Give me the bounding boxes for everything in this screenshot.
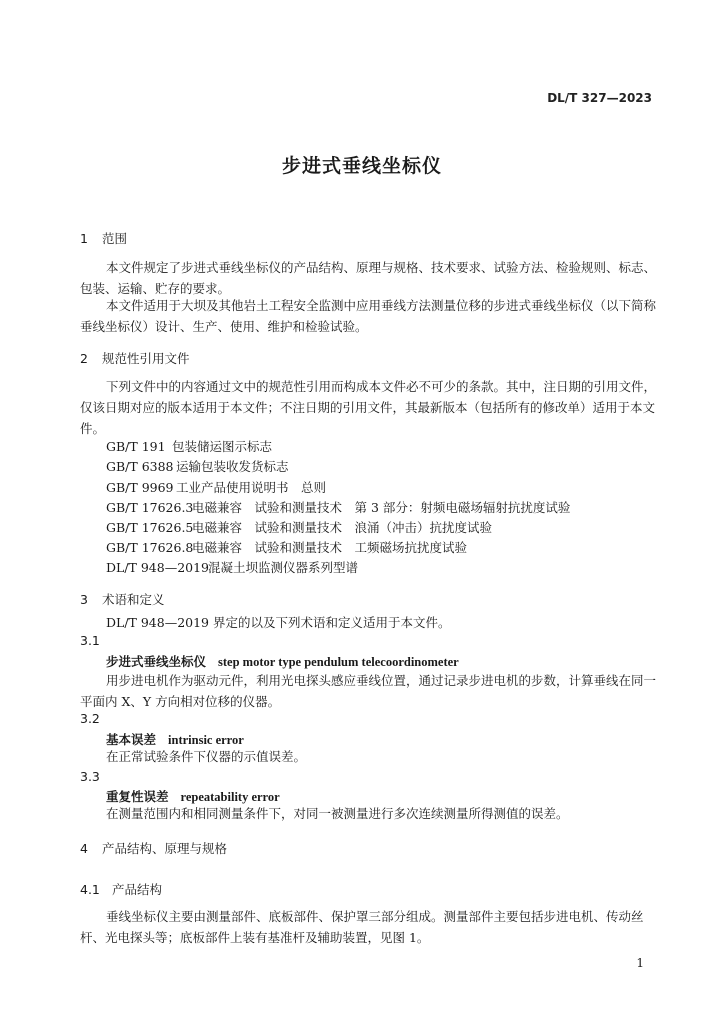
reference-name: 工业产品使用说明书 总则 xyxy=(176,480,327,495)
term-chinese: 重复性误差 xyxy=(106,789,169,804)
reference-name: 电磁兼容 试验和测量技术 工频磁场抗扰度试验 xyxy=(192,540,468,555)
document-title: 步进式垂线坐标仪 xyxy=(281,155,442,177)
reference-code: GB/T 17626.5 xyxy=(106,520,194,535)
paragraph: 本文件规定了步进式垂线坐标仪的产品结构、原理与规格、技术要求、试验方法、检验规则、标志、包装、运输、贮存的要求。 xyxy=(80,260,657,296)
term-definition: 在正常试验条件下仪器的示值误差。 xyxy=(106,749,307,764)
section-title: 产品结构、原理与规格 xyxy=(102,841,228,856)
term-english: intrinsic error xyxy=(168,733,244,747)
section-number: 1 xyxy=(80,231,88,246)
reference-code: GB/T 17626.8 xyxy=(106,540,194,555)
paragraph: 垂线坐标仪主要由测量部件、底板部件、保护罩三部分组成。测量部件主要包括步进电机、传动丝杆、光电探头等；底板部件上装有基准杆及辅助装置，见图 1。 xyxy=(80,909,644,945)
subsection-4-1-heading xyxy=(80,880,162,898)
reference-code: GB/T 191 xyxy=(106,439,166,454)
reference-code: DL/T 948—2019 xyxy=(106,560,210,575)
reference-item xyxy=(106,478,326,496)
reference-code: GB/T 9969 xyxy=(106,480,174,495)
section-title: 术语和定义 xyxy=(102,592,165,607)
section-title: 规范性引用文件 xyxy=(102,351,190,366)
reference-item xyxy=(106,498,570,516)
term-definition: 在测量范围内和相同测量条件下，对同一被测量进行多次连续测量所得测值的误差。 xyxy=(106,806,569,821)
section-number: 3 xyxy=(80,592,88,607)
reference-item xyxy=(106,457,289,475)
reference-item xyxy=(106,437,272,455)
section-3-heading xyxy=(80,590,165,608)
reference-name: 电磁兼容 试验和测量技术 第 3 部分：射频电磁场辐射抗扰度试验 xyxy=(192,500,571,515)
reference-name: 混凝土坝监测仪器系列型谱 xyxy=(208,560,359,575)
term-number: 3.3 xyxy=(80,769,100,784)
page-number: 1 xyxy=(636,956,644,970)
term-number: 3.1 xyxy=(80,633,100,648)
paragraph: 下列文件中的内容通过文中的规范性引用而构成本文件必不可少的条款。其中，注日期的引用文件，仅该日期对应的版本适用于本文件；不注日期的引用文件，其最新版本（包括所有的修改单）适用于本文件。 xyxy=(80,379,657,436)
term-number: 3.2 xyxy=(80,711,100,726)
paragraph: 本文件适用于大坝及其他岩土工程安全监测中应用垂线方法测量位移的步进式垂线坐标仪（以下简称垂线坐标仪）设计、生产、使用、维护和检验试验。 xyxy=(80,298,657,334)
reference-name: 电磁兼容 试验和测量技术 浪涌（冲击）抗扰度试验 xyxy=(192,520,493,535)
section-2-heading xyxy=(80,349,190,367)
term-heading xyxy=(106,652,459,670)
term-chinese: 步进式垂线坐标仪 xyxy=(106,654,207,669)
section-number: 2 xyxy=(80,351,88,366)
section-title: 范围 xyxy=(102,231,128,246)
reference-code: GB/T 6388 xyxy=(106,459,174,474)
reference-item xyxy=(106,538,467,556)
term-english: repeatability error xyxy=(180,790,280,804)
reference-code: GB/T 17626.3 xyxy=(106,500,194,515)
reference-name: 包装储运图示标志 xyxy=(172,439,273,454)
term-definition: 用步进电机作为驱动元件，利用光电探头感应垂线位置，通过记录步进电机的步数，计算垂线在同一平面内 X、Y 方向相对位移的仪器。 xyxy=(80,673,657,709)
section-4-heading xyxy=(80,839,227,857)
section-1-heading xyxy=(80,229,127,247)
term-chinese: 基本误差 xyxy=(106,732,157,747)
subsection-number: 4.1 xyxy=(80,882,100,897)
reference-item xyxy=(106,518,492,536)
paragraph: DL/T 948—2019 界定的以及下列术语和定义适用于本文件。 xyxy=(106,615,451,630)
section-number: 4 xyxy=(80,841,88,856)
subsection-title: 产品结构 xyxy=(112,882,163,897)
reference-name: 运输包装收发货标志 xyxy=(176,459,289,474)
reference-item xyxy=(106,558,358,576)
term-english: step motor type pendulum telecoordinometer xyxy=(218,655,459,669)
standard-number: DL/T 327—2023 xyxy=(547,91,652,105)
